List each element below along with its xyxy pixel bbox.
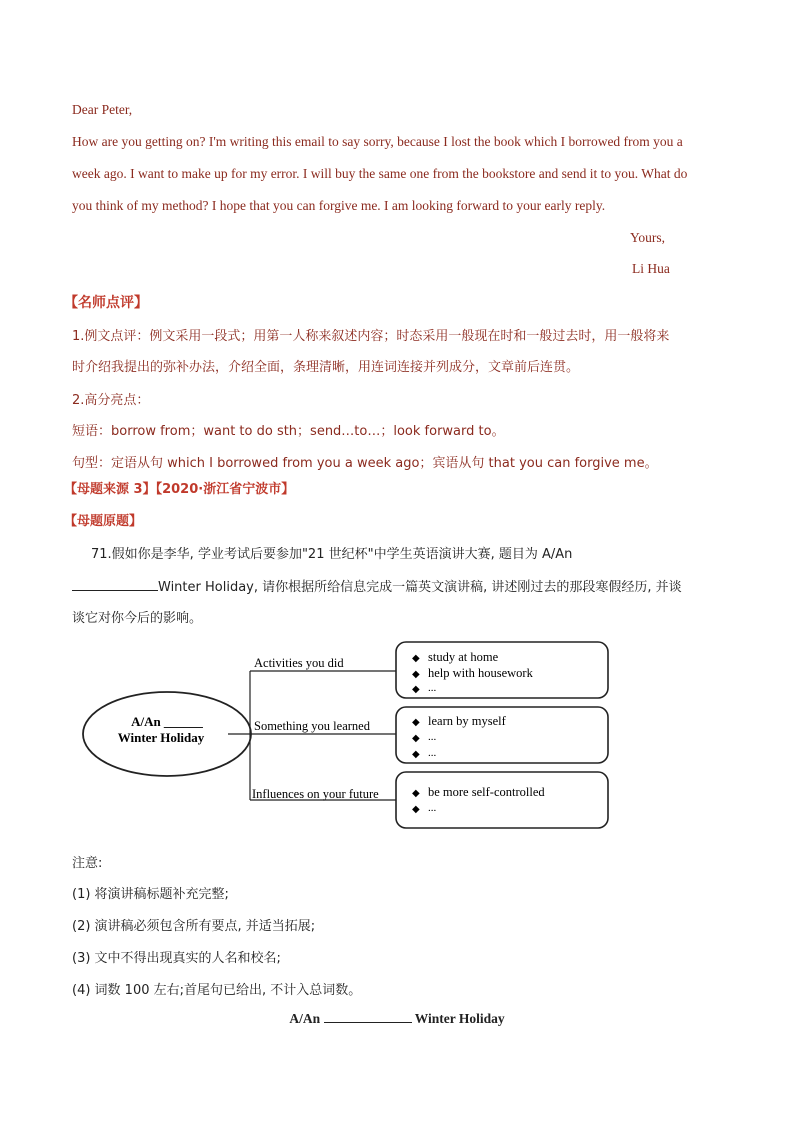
question-line-2-text: Winter Holiday, 请你根据所给信息完成一篇英文演讲稿, 讲述刚过去的那段寒假经历, 并谈 <box>158 580 682 595</box>
question-line-1: 71.假如你是李华, 学业考试后要参加"21 世纪杯"中学生英语演讲大赛, 题目为 A/An <box>91 547 573 562</box>
review-sentences: 句型：定语从句 which I borrowed from you a week ago；宾语从句 that you can forgive me。 <box>72 456 658 471</box>
question-line-2 <box>72 576 682 595</box>
box2-item-1: learn by myself <box>428 714 506 728</box>
branch-box-3 <box>396 772 608 828</box>
review-heading: 【名师点评】 <box>64 295 148 311</box>
letter-greeting: Dear Peter, <box>72 102 133 117</box>
question-line-3: 谈它对你今后的影响。 <box>72 611 203 626</box>
center-line-1: A/An ______ <box>131 714 203 729</box>
review-point1-a: 1.例文点评：例文采用一段式；用第一人称来叙述内容；时态采用一般现在时和一般过去时，用一般将来 <box>72 329 670 344</box>
letter-line-2: week ago. I want to make up for my error. I will buy the same one from the bookstore and send it to you. What do <box>72 166 688 181</box>
center-line-2: Winter Holiday <box>117 730 205 745</box>
box1-item-3: ... <box>428 682 437 694</box>
mind-map-diagram <box>80 638 620 838</box>
answer-title-suffix: Winter Holiday <box>414 1011 505 1026</box>
note-item-3: (3) 文中不得出现真实的人名和校名; <box>72 951 281 966</box>
note-item-4: (4) 词数 100 左右;首尾句已给出, 不计入总词数。 <box>72 983 362 998</box>
review-point2: 2.高分亮点： <box>72 393 150 408</box>
branch-label-3: Influences on your future <box>252 787 379 801</box>
branch-label-1: Activities you did <box>254 656 344 670</box>
letter-line-3: you think of my method? I hope that you can forgive me. I am looking forward to your early reply. <box>72 198 606 213</box>
diamond-bullet-icon: ◆ <box>412 749 420 760</box>
box3-item-1: be more self-controlled <box>428 785 545 799</box>
diamond-bullet-icon: ◆ <box>412 788 420 799</box>
letter-line-1: How are you getting on? I'm writing this email to say sorry, because I lost the book which I borrowed from you a <box>72 134 683 149</box>
source-label: 【母题来源 3】 <box>64 482 156 497</box>
letter-closing: Yours, <box>630 230 666 245</box>
box1-item-2: help with housework <box>428 666 533 680</box>
diamond-bullet-icon: ◆ <box>412 684 420 695</box>
note-item-2: (2) 演讲稿必须包含所有要点, 并适当拓展; <box>72 919 316 934</box>
diamond-bullet-icon: ◆ <box>412 653 420 664</box>
note-item-1: (1) 将演讲稿标题补充完整; <box>72 887 229 902</box>
source-heading <box>64 478 294 497</box>
review-point1-b: 时介绍我提出的弥补办法，介绍全面，条理清晰，用连词连接并列成分，文章前后连贯。 <box>72 360 580 375</box>
box2-item-3: ... <box>428 747 437 759</box>
answer-title-blank <box>324 1010 412 1023</box>
notes-heading: 注意: <box>72 856 103 871</box>
answer-title-prefix: A/An <box>289 1011 321 1026</box>
diamond-bullet-icon: ◆ <box>412 804 420 815</box>
review-phrases: 短语：borrow from；want to do sth；send…to…；look forward to。 <box>72 424 505 439</box>
title-blank <box>72 578 158 591</box>
branch-label-2: Something you learned <box>254 719 370 733</box>
box2-item-2: ... <box>428 731 437 743</box>
letter-signature: Li Hua <box>632 261 670 276</box>
diamond-bullet-icon: ◆ <box>412 669 420 680</box>
diamond-bullet-icon: ◆ <box>412 717 420 728</box>
box1-item-1: study at home <box>428 650 499 664</box>
source-detail: 【2020·浙江省宁波市】 <box>155 482 295 497</box>
original-heading: 【母题原题】 <box>64 514 143 529</box>
box3-item-2: ... <box>428 802 437 814</box>
answer-title <box>0 1010 794 1027</box>
diamond-bullet-icon: ◆ <box>412 733 420 744</box>
